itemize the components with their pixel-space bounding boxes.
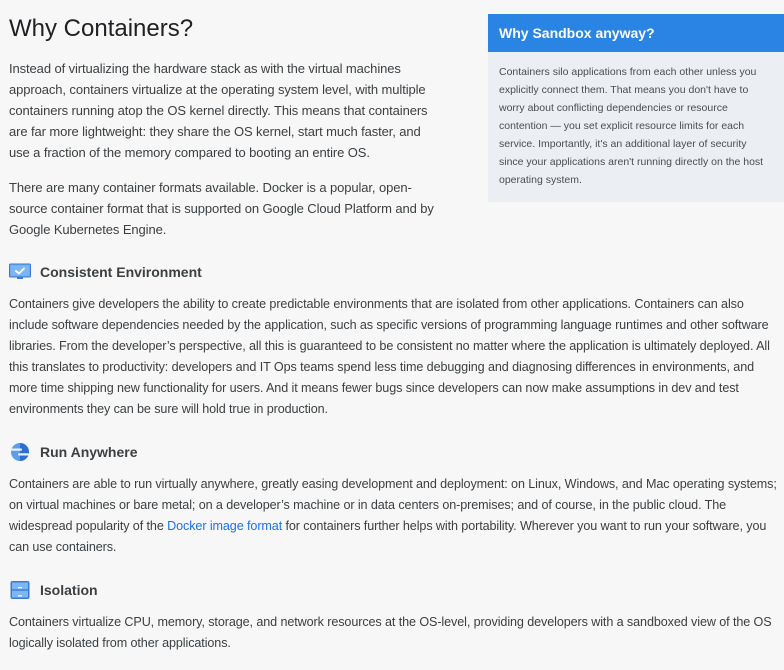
- section-title: Isolation: [40, 582, 98, 598]
- callout-title: Why Sandbox anyway?: [488, 14, 784, 52]
- globe-arrows-icon: [9, 442, 31, 462]
- intro-paragraph-1: Instead of virtualizing the hardware stack as with the virtual machines approach, containers virtualize at the operating system level, with multiple containers running atop the OS kernel directly. This means that containers are far more lightweight: they share the OS kernel, start much faster, and use a fraction of the memory compared to booting an entire OS.: [9, 61, 428, 160]
- section-body: [9, 474, 777, 558]
- section-title: Consistent Environment: [40, 264, 202, 280]
- body-text: Containers are able to run virtually anywhere, greatly easing development and deployment: on Linux, Windows, and Mac operating systems; on virtual machines or bare metal; on a developer’s machine or in data centers on-premises; and of course, in the public cloud. The widespread popularity of the: [9, 477, 777, 533]
- intro-paragraph-2: There are many container formats available. Docker is a popular, open-source container format that is supported on Google Cloud Platform and by Google Kubernetes Engine.: [9, 180, 434, 237]
- section-body: Containers give developers the ability to create predictable environments that are isolated from other applications. Containers can also include software dependencies needed by the application, such as specific versions of programming language runtimes and other software libraries. From the developer’s perspective, all this is guaranteed to be consistent no matter where the application is ultimately deployed. All this translates to productivity: developers and IT Ops teams spend less time debugging and diagnosing differences in environments, and more time shipping new functionality for users. And it means fewer bugs since developers can now make assumptions in dev and test environments they can be sure will hold true in production.: [9, 297, 770, 416]
- section-title: Run Anywhere: [40, 444, 138, 460]
- intro-column: [9, 14, 439, 240]
- monitor-check-icon: [9, 262, 31, 282]
- section-header: [9, 580, 777, 600]
- body-text: for containers further helps with portability. Wherever you want to run your software, you can use containers.: [9, 519, 767, 554]
- section-header: [9, 442, 777, 462]
- section-header: [9, 262, 777, 282]
- docker-image-format-link[interactable]: Docker image format: [167, 519, 283, 533]
- drawers-icon: [9, 580, 31, 600]
- section-body: Containers virtualize CPU, memory, storage, and network resources at the OS-level, providing developers with a sandboxed view of the OS logically isolated from other applications.: [9, 615, 772, 650]
- section-isolation: [9, 580, 777, 654]
- section-run-anywhere: [9, 442, 777, 558]
- section-consistent-environment: [9, 262, 777, 420]
- page-title: Why Containers?: [9, 15, 194, 42]
- sandbox-callout: [488, 14, 784, 202]
- callout-body: Containers silo applications from each other unless you explicitly connect them. That means you don't have to worry about conflicting dependencies or resource contention — you set explicit resource limits for each service. Importantly, it's an additional layer of security since your applications aren't running directly on the host operating system.: [499, 66, 764, 186]
